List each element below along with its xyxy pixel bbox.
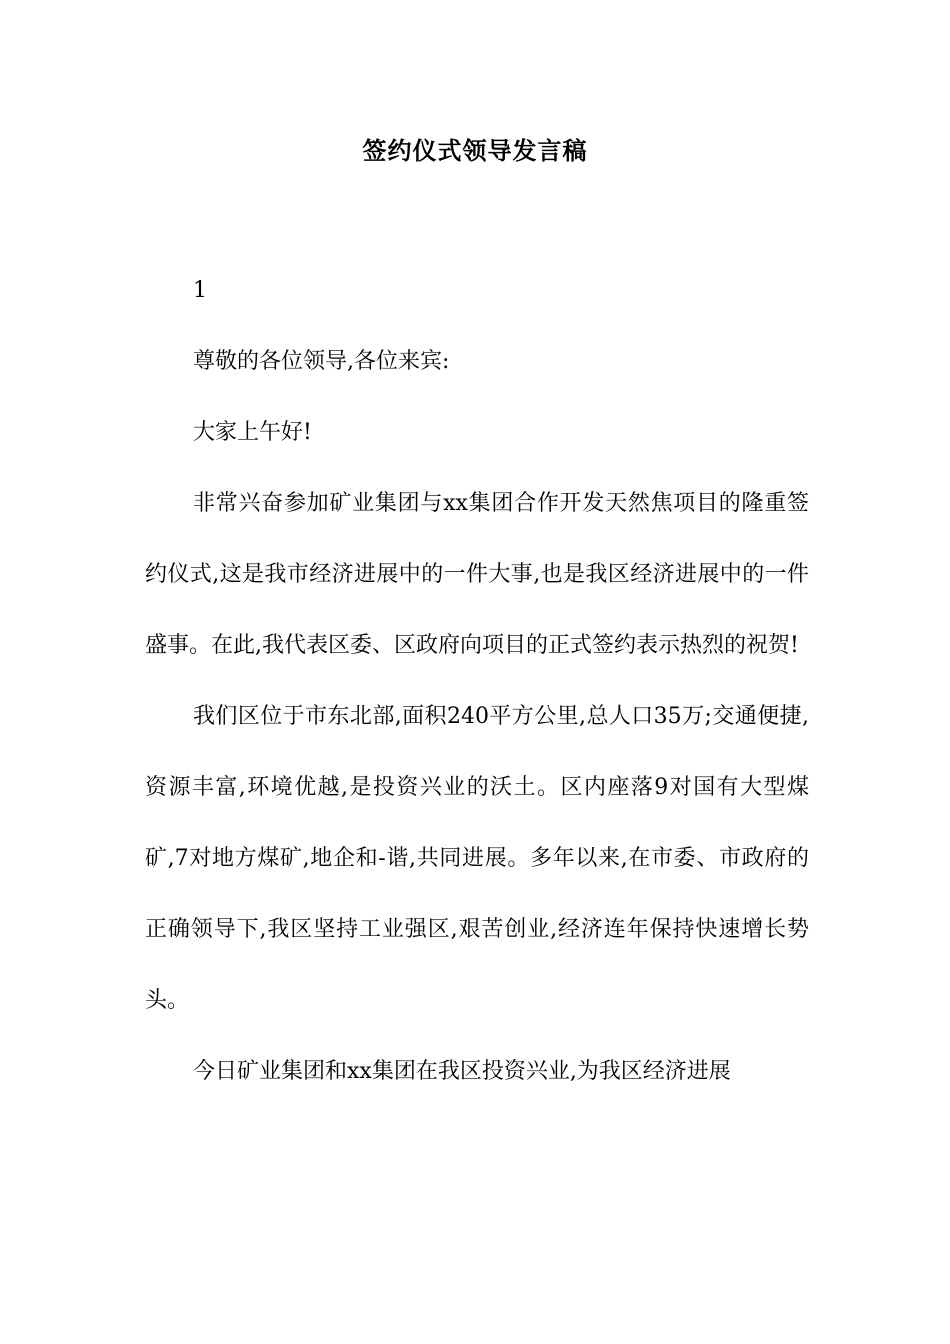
document-body [145,255,809,1107]
paragraph-number: 1 [193,278,207,303]
paragraph-district-intro: 我们区位于市东北部,面积240平方公里,总人口35万;交通便捷,资源丰富,环境优越,是投资兴业的沃土。区内座落9对国有大型煤矿,7对地方煤矿,地企和-谐,共同进展。多年以来,在市委、市政府的正确领导下,我区坚持工业强区,艰苦创业,经济连年保持快速增长势头。 [145,704,809,1013]
paragraph-greeting: 大家上午好! [193,420,312,445]
paragraph-investment: 今日矿业集团和xx集团在我区投资兴业,为我区经济进展 [193,1059,731,1084]
document-title: 签约仪式领导发言稿 [362,137,588,165]
paragraph-congratulation: 非常兴奋参加矿业集团与xx集团合作开发天然焦项目的隆重签约仪式,这是我市经济进展中的一件大事,也是我区经济进展中的一件盛事。在此,我代表区委、区政府向项目的正式签约表示热烈的祝贺! [145,491,809,658]
paragraph-salutation: 尊敬的各位领导,各位来宾: [193,349,450,374]
